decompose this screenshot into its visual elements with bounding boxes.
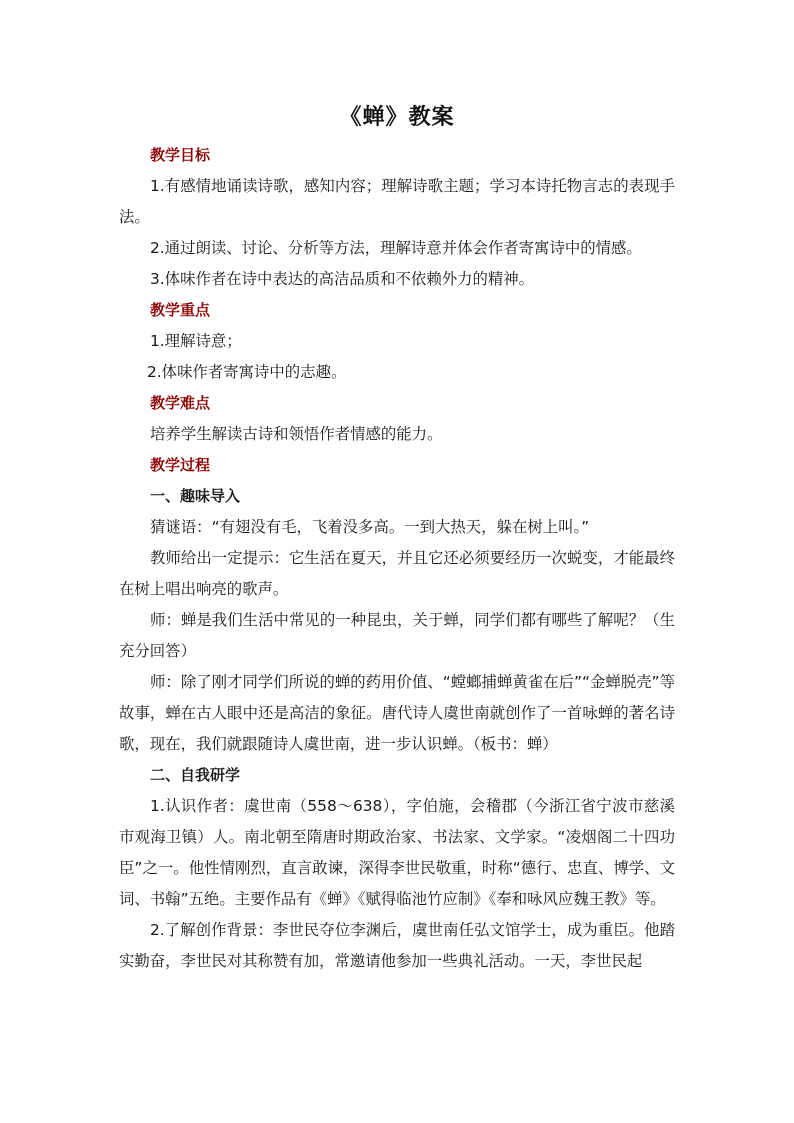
document-body [119, 140, 675, 977]
subsection-heading-self-study: 二、自我研学 [150, 766, 241, 784]
process-paragraph: 2.了解创作背景：李世民夺位李渊后，虞世南任弘文馆学士，成为重臣。他踏实勤奋，李世民对其称赞有加，常邀请他参加一些典礼活动。一天，李世民起 [119, 921, 675, 970]
difficulty-item: 培养学生解读古诗和领悟作者情感的能力。 [150, 425, 443, 443]
section-heading-process: 教学过程 [150, 456, 211, 474]
section-heading-difficulties: 教学难点 [150, 394, 211, 412]
subsection-heading-intro: 一、趣味导入 [150, 487, 241, 505]
objective-item: 2.通过朗读、讨论、分析等方法，理解诗意并体会作者寄寓诗中的情感。 [150, 239, 642, 257]
key-point-item: 2.体味作者寄寓诗中的志趣。 [147, 363, 347, 381]
section-heading-objectives: 教学目标 [150, 146, 211, 164]
process-paragraph: 教师给出一定提示：它生活在夏天，并且它还必须要经历一次蜕变，才能最终在树上唱出响亮的歌声。 [119, 549, 675, 598]
section-heading-key-points: 教学重点 [150, 301, 211, 319]
key-point-item: 1.理解诗意； [150, 332, 242, 350]
page-title: 《蝉》教案 [339, 105, 455, 130]
objective-item: 1.有感情地诵读诗歌，感知内容；理解诗歌主题；学习本诗托物言志的表现手法。 [119, 177, 675, 226]
process-paragraph: 师：除了刚才同学们所说的蝉的药用价值、“螳螂捕蝉黄雀在后”“金蝉脱壳”等故事，蝉在古人眼中还是高洁的象征。唐代诗人虞世南就创作了一首咏蝉的著名诗歌，现在，我们就跟随诗人虞世南，进一步认识蝉。（板书：蝉） [119, 673, 675, 753]
objective-item: 3.体味作者在诗中表达的高洁品质和不依赖外力的精神。 [150, 270, 535, 288]
process-paragraph: 猜谜语：“有翅没有毛，飞着没多高。一到大热天，躲在树上叫。” [150, 518, 590, 536]
process-paragraph: 1.认识作者：虞世南（558～638），字伯施，会稽郡（今浙江省宁波市慈溪市观海卫镇）人。南北朝至隋唐时期政治家、书法家、文学家。“凌烟阁二十四功臣”之一。他性情刚烈，直言敢谏，深得李世民敬重，时称“德行、忠直、博学、文词、书翰”五绝。主要作品有《蝉》《赋得临池竹应制》《奉和咏风应魏王教》等。 [119, 797, 675, 908]
process-paragraph: 师：蝉是我们生活中常见的一种昆虫，关于蝉，同学们都有哪些了解呢？（生充分回答） [119, 611, 675, 660]
